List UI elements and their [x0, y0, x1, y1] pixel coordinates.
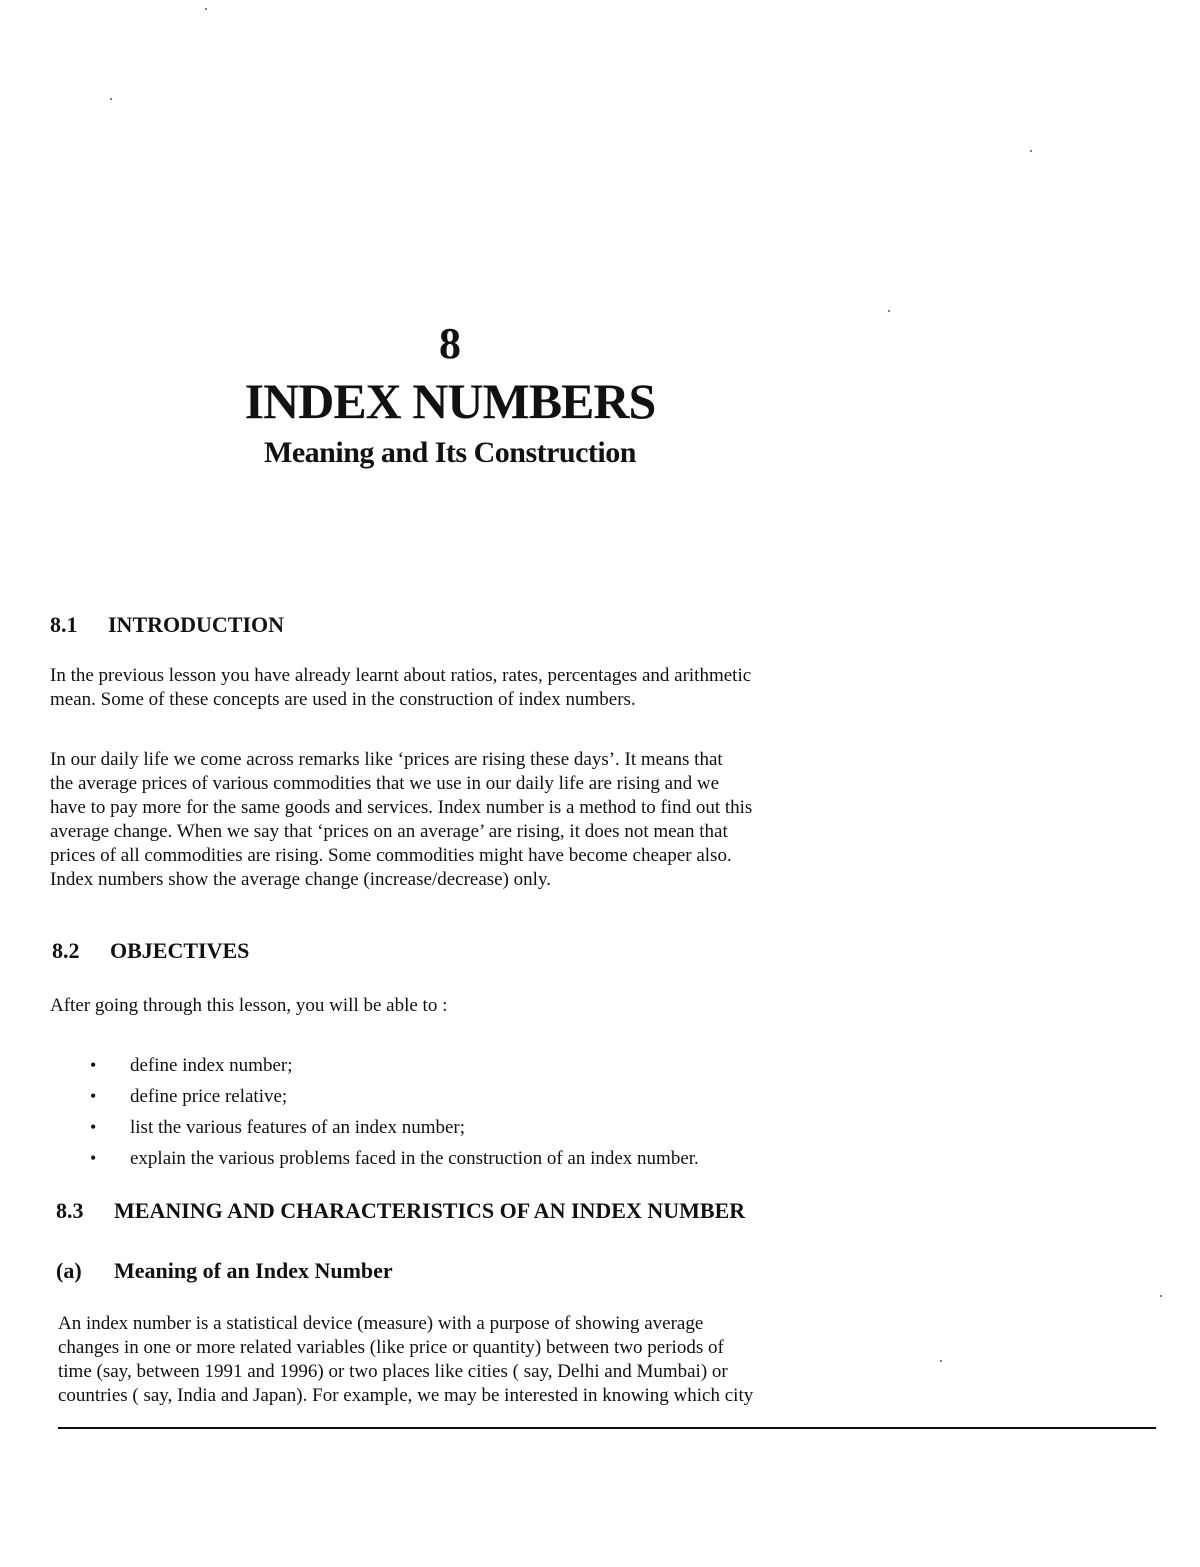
- list-item-text: list the various features of an index number;: [130, 1117, 466, 1138]
- section-heading-introduction: [50, 612, 284, 638]
- scan-speck: [205, 8, 207, 10]
- scan-speck: [1030, 150, 1032, 152]
- chapter-subtitle: Meaning and Its Construction: [264, 436, 636, 469]
- text-line: An index number is a statistical device (measure) with a purpose of showing average: [58, 1313, 704, 1334]
- scan-speck: [940, 1360, 942, 1362]
- bullet-icon: •: [90, 1055, 97, 1075]
- list-item: [90, 1143, 699, 1174]
- text-line: mean. Some of these concepts are used in the construction of index numbers.: [50, 689, 636, 710]
- paragraph-intro-1: [50, 664, 870, 712]
- bullet-icon: •: [90, 1148, 97, 1168]
- list-item-text: define price relative;: [130, 1086, 288, 1107]
- paragraph-intro-2: [50, 748, 870, 892]
- scan-speck: [110, 98, 112, 100]
- objectives-list: [90, 1050, 699, 1174]
- list-item-text: explain the various problems faced in the construction of an index number.: [130, 1148, 699, 1169]
- text-line: time (say, between 1991 and 1996) or two places like cities ( say, Delhi and Mumbai) or: [58, 1361, 728, 1382]
- chapter-number: 8: [439, 319, 461, 368]
- bullet-icon: •: [90, 1117, 97, 1137]
- text-line: average change. When we say that ‘prices on an average’ are rising, it does not mean that: [50, 821, 728, 842]
- section-number: 8.1: [50, 612, 78, 637]
- list-item: [90, 1050, 699, 1081]
- text-line: In the previous lesson you have already learnt about ratios, rates, percentages and arithmetic: [50, 665, 752, 686]
- text-line: After going through this lesson, you will be able to :: [50, 995, 448, 1016]
- text-line: the average prices of various commodities that we use in our daily life are rising and we: [50, 773, 719, 794]
- list-item: [90, 1112, 699, 1143]
- section-title: MEANING AND CHARACTERISTICS OF AN INDEX NUMBER: [114, 1198, 746, 1223]
- text-line: Index numbers show the average change (increase/decrease) only.: [50, 869, 551, 890]
- section-title: INTRODUCTION: [108, 612, 285, 637]
- bullet-icon: •: [90, 1086, 97, 1106]
- section-heading-meaning-characteristics: [56, 1198, 745, 1224]
- subsection-heading-meaning: [56, 1258, 393, 1284]
- section-number: 8.2: [52, 938, 80, 963]
- list-item: [90, 1081, 699, 1112]
- subsection-title: Meaning of an Index Number: [114, 1258, 393, 1283]
- text-line: countries ( say, India and Japan). For example, we may be interested in knowing which city: [58, 1385, 754, 1406]
- subsection-label: (a): [56, 1258, 82, 1283]
- section-number: 8.3: [56, 1198, 84, 1223]
- text-line: In our daily life we come across remarks like ‘prices are rising these days’. It means that: [50, 749, 723, 770]
- text-line: changes in one or more related variables (like price or quantity) between two periods of: [58, 1337, 724, 1358]
- objectives-intro: [50, 994, 870, 1018]
- paragraph-meaning: [58, 1312, 872, 1408]
- footer-rule: [58, 1427, 1156, 1429]
- section-heading-objectives: [52, 938, 249, 964]
- scan-speck: [888, 310, 890, 312]
- text-line: have to pay more for the same goods and services. Index number is a method to find out this: [50, 797, 753, 818]
- section-title: OBJECTIVES: [110, 938, 250, 963]
- text-line: prices of all commodities are rising. Some commodities might have become cheaper also.: [50, 845, 732, 866]
- list-item-text: define index number;: [130, 1055, 293, 1076]
- scan-speck: [1160, 1295, 1162, 1297]
- chapter-title: INDEX NUMBERS: [244, 373, 656, 429]
